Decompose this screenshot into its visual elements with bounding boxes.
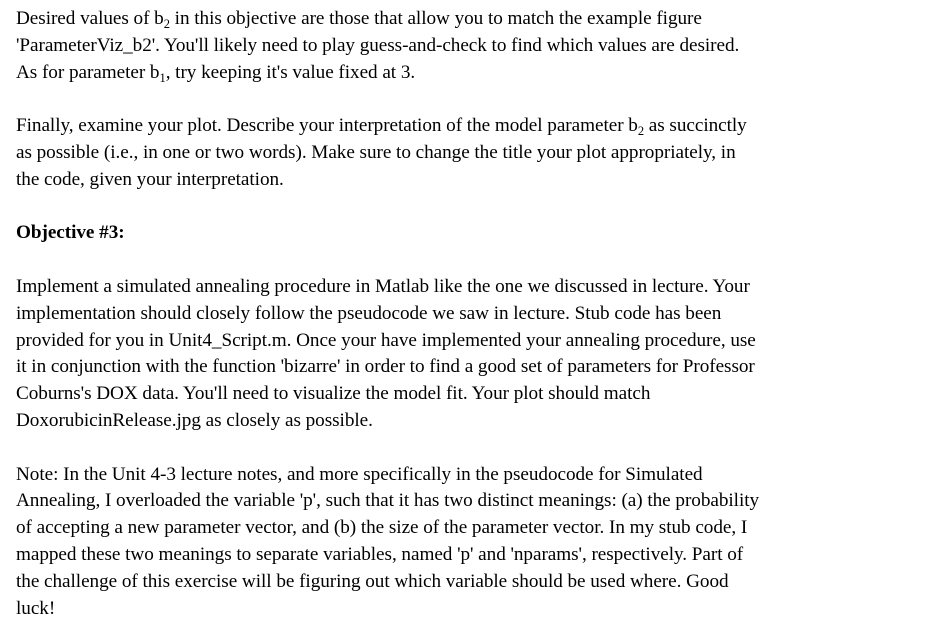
paragraph-interpretation (16, 113, 921, 193)
text-line: implementation should closely follow the pseudocode we saw in lecture. Stub code has been (16, 302, 722, 324)
text-line: the code, given your interpretation. (16, 168, 284, 190)
text-line: the challenge of this exercise will be figuring out which variable should be used where. Good (16, 570, 729, 592)
paragraph-gap (16, 247, 921, 274)
text-line: Annealing, I overloaded the variable 'p', such that it has two distinct meanings: (a) the probability (16, 490, 760, 512)
paragraph-gap (16, 86, 921, 113)
text-line: Implement a simulated annealing procedure in Matlab like the one we discussed in lecture. Your (16, 275, 750, 297)
text-line: as possible (i.e., in one or two words). Make sure to change the title your plot appropriately, in (16, 141, 736, 163)
text-line: of accepting a new parameter vector, and (b) the size of the parameter vector. In my stub code, I (16, 517, 748, 539)
text-line: Coburns's DOX data. You'll need to visualize the model fit. Your plot should match (16, 383, 651, 405)
text-line: Finally, examine your plot. Describe your interpretation of the model parameter $b_2$ as succinctly (16, 115, 747, 139)
text-line: 'ParameterViz_b2'. You'll likely need to play guess-and-check to find which values are desired. (16, 34, 740, 56)
text-line: provided for you in Unit4_Script.m. Once your have implemented your annealing procedure, use (16, 329, 756, 351)
document-body (16, 6, 921, 622)
subscript: 2 (637, 124, 645, 139)
text-line: luck! (16, 597, 56, 619)
paragraph-simulated-annealing (16, 274, 921, 435)
paragraph-gap (16, 435, 921, 462)
paragraph-b2-instructions (16, 6, 921, 86)
text-line: Desired values of $b_2$ in this objective are those that allow you to match the example figure (16, 8, 702, 31)
subscript: 2 (163, 17, 170, 31)
paragraph-gap (16, 194, 921, 221)
subscript: 1 (159, 70, 166, 85)
text-line: Note: In the Unit 4-3 lecture notes, and more specifically in the pseudocode for Simulated (16, 463, 703, 485)
text-line: DoxorubicinRelease.jpg as closely as possible. (16, 409, 373, 431)
objective-heading: Objective #3: (16, 222, 125, 244)
paragraph-note (16, 462, 921, 622)
text-line: it in conjunction with the function 'bizarre' in order to find a good set of parameters for Professor (16, 356, 755, 378)
text-line: As for parameter $b_1$, try keeping it's value fixed at 3. (16, 61, 416, 85)
text-line: mapped these two meanings to separate variables, named 'p' and 'nparams', respectively. Part of (16, 543, 744, 565)
